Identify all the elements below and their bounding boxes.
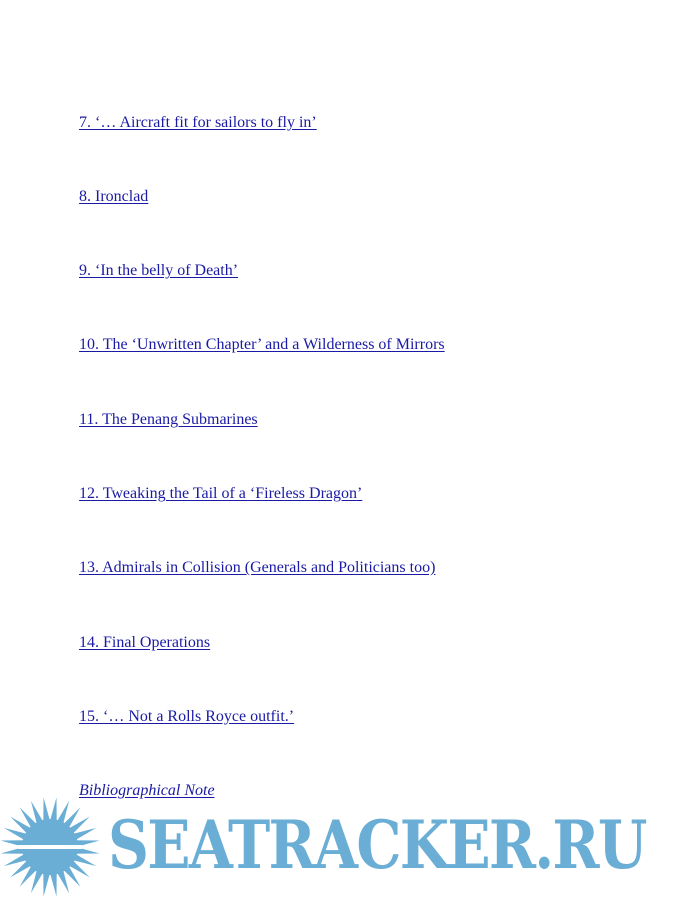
toc-link-chapter-15[interactable]: 15. ‘… Not a Rolls Royce outfit.’	[79, 708, 295, 725]
watermark-text: SEATRACKER.RU	[108, 806, 646, 884]
toc-link-chapter-13[interactable]: 13. Admirals in Collision (Generals and Politicians too)	[79, 559, 436, 576]
toc-link-chapter-8[interactable]: 8. Ironclad	[79, 188, 149, 205]
toc-link-chapter-10[interactable]: 10. The ‘Unwritten Chapter’ and a Wilderness of Mirrors	[79, 336, 445, 353]
toc-link-chapter-9[interactable]: 9. ‘In the belly of Death’	[79, 262, 239, 279]
toc-link-chapter-12[interactable]: 12. Tweaking the Tail of a ‘Fireless Dragon’	[79, 485, 363, 502]
toc-link-chapter-7[interactable]: 7. ‘… Aircraft fit for sailors to fly in’	[79, 114, 317, 131]
watermark	[0, 795, 697, 900]
toc-link-bibliographical-note[interactable]: Bibliographical Note	[79, 782, 215, 799]
toc-link-chapter-14[interactable]: 14. Final Operations	[79, 634, 211, 651]
toc-link-chapter-11[interactable]: 11. The Penang Submarines	[79, 411, 258, 428]
sunburst-icon	[0, 795, 108, 900]
